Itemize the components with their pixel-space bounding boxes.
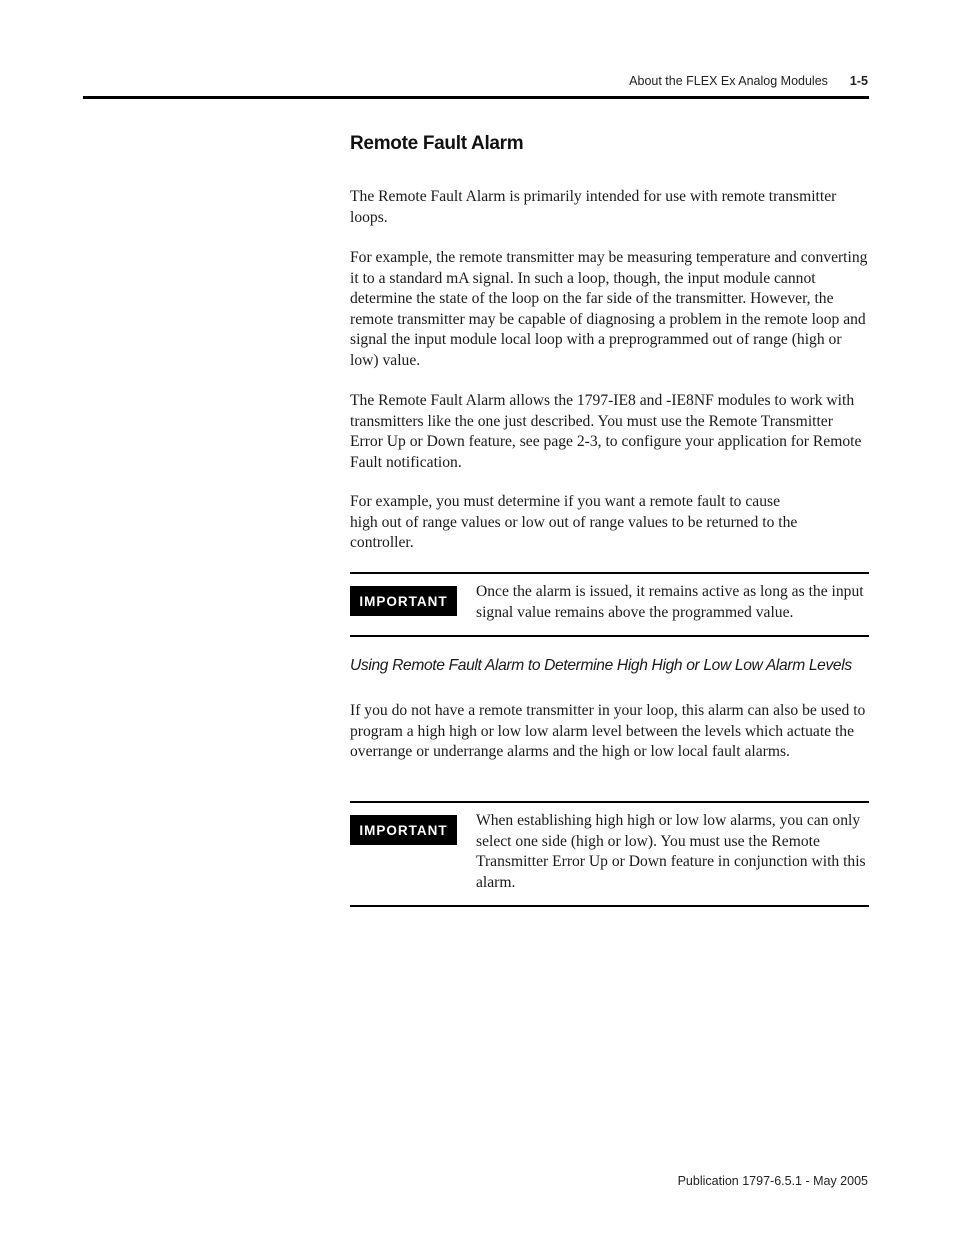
paragraph-4: For example, you must determine if you want a remote fault to cause high out of range values or low out of range values to be returned to the controller.	[350, 493, 798, 551]
important-1-top-rule	[350, 572, 869, 574]
subsection-heading: Using Remote Fault Alarm to Determine High High or Low Low Alarm Levels	[350, 657, 852, 674]
section-title: Remote Fault Alarm	[350, 133, 524, 154]
page-number: 1-5	[849, 74, 868, 88]
important-badge: IMPORTANT	[350, 586, 457, 616]
header-title: About the FLEX Ex Analog Modules	[629, 74, 828, 88]
publication-footer: Publication 1797-6.5.1 - May 2005	[677, 1174, 868, 1188]
important-1-bottom-rule	[350, 635, 869, 637]
important-badge: IMPORTANT	[350, 815, 457, 845]
paragraph-3: The Remote Fault Alarm allows the 1797-IE8 and -IE8NF modules to work with transmitters like the one just described. You must use the Remote Transmitter Error Up or Down feature, see page 2-3, to configure your application for Remote Fault notification.	[350, 392, 862, 471]
paragraph-5: If you do not have a remote transmitter in your loop, this alarm can also be used to program a high high or low low alarm level between the levels which actuate the overrange or underrange alarms and the high or low local fault alarms.	[350, 702, 866, 760]
important-2-text: When establishing high high or low low alarms, you can only select one side (high or low). You must use the Remote Transmitter Error Up or Down feature in conjunction with this alarm.	[476, 812, 866, 891]
header-rule	[83, 96, 869, 99]
running-header	[629, 74, 868, 88]
paragraph-2: For example, the remote transmitter may be measuring temperature and converting it to a standard mA signal. In such a loop, though, the input module cannot determine the state of the loop on the far side of the transmitter. However, the remote transmitter may be capable of diagnosing a problem in the remote loop and signal the input module local loop with a preprogrammed out of range (high or low) value.	[350, 249, 868, 369]
important-2-top-rule	[350, 801, 869, 803]
important-2-bottom-rule	[350, 905, 869, 907]
important-1-text: Once the alarm is issued, it remains active as long as the input signal value remains above the programmed value.	[476, 583, 864, 621]
paragraph-1: The Remote Fault Alarm is primarily intended for use with remote transmitter loops.	[350, 188, 837, 226]
